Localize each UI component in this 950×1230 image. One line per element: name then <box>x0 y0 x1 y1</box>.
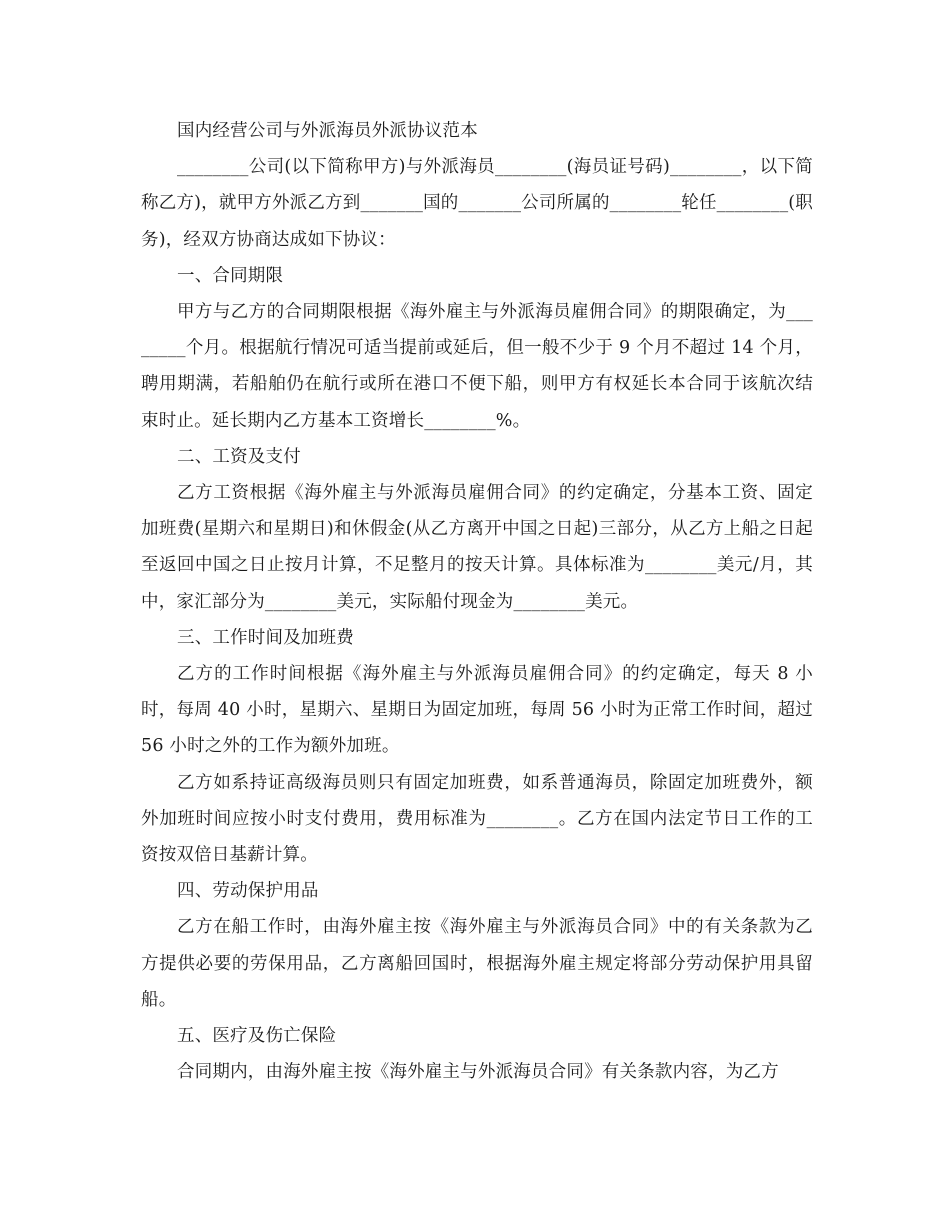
section-heading-contract-term: 一、合同期限 <box>177 265 284 286</box>
intro-paragraph: ________公司(以下简称甲方)与外派海员________(海员证号码)________，以下简称乙方)，就甲方外派乙方到_______国的_______公司所属的________轮任________(职务)，经双方协商达成如下协议： <box>141 157 813 250</box>
paragraph-working-hours: 乙方的工作时间根据《海外雇主与外派海员雇佣合同》的约定确定，每天 8 小时，每周 40 小时，星期六、星期日为固定加班，每周 56 小时为正常工作时间，超过 56 小时之外的工作为额外加班。 <box>141 664 813 757</box>
document-title: 国内经营公司与外派海员外派协议范本 <box>177 121 478 141</box>
section-heading-medical-insurance: 五、医疗及伤亡保险 <box>177 1026 337 1047</box>
paragraph-wages: 乙方工资根据《海外雇主与外派海员雇佣合同》的约定确定，分基本工资、固定加班费(星期六和星期日)和休假金(从乙方离开中国之日起)三部分，从乙方上船之日起至返回中国之日止按月计算，不足整月的按天计算。具体标准为________美元/月，其中，家汇部分为________美元，实际船付现金为________美元。 <box>141 483 813 612</box>
section-heading-wages: 二、工资及支付 <box>177 446 301 467</box>
section-heading-protective-equipment: 四、劳动保护用品 <box>177 881 319 902</box>
paragraph-medical-insurance: 合同期内，由海外雇主按《海外雇主与外派海员合同》有关条款内容，为乙方 <box>177 1062 779 1083</box>
document-body <box>141 113 813 1090</box>
paragraph-overtime: 乙方如系持证高级海员则只有固定加班费，如系普通海员，除固定加班费外，额外加班时间应按小时支付费用，费用标准为________。乙方在国内法定节日工作的工资按双倍日基薪计算。 <box>141 772 813 866</box>
section-heading-working-hours: 三、工作时间及加班费 <box>177 627 354 648</box>
paragraph-contract-term: 甲方与乙方的合同期限根据《海外雇主与外派海员雇佣合同》的期限确定，为________个月。根据航行情况可适当提前或延后，但一般不少于 9 个月不超过 14 个月，聘用期满，若船舶仍在航行或所在港口不便下船，则甲方有权延长本合同于该航次结束时止。延长期内乙方基本工资增长________%。 <box>141 302 813 431</box>
paragraph-protective-equipment: 乙方在船工作时，由海外雇主按《海外雇主与外派海员合同》中的有关条款为乙方提供必要的劳保用品，乙方离船回国时，根据海外雇主规定将部分劳动保护用具留船。 <box>141 917 813 1010</box>
